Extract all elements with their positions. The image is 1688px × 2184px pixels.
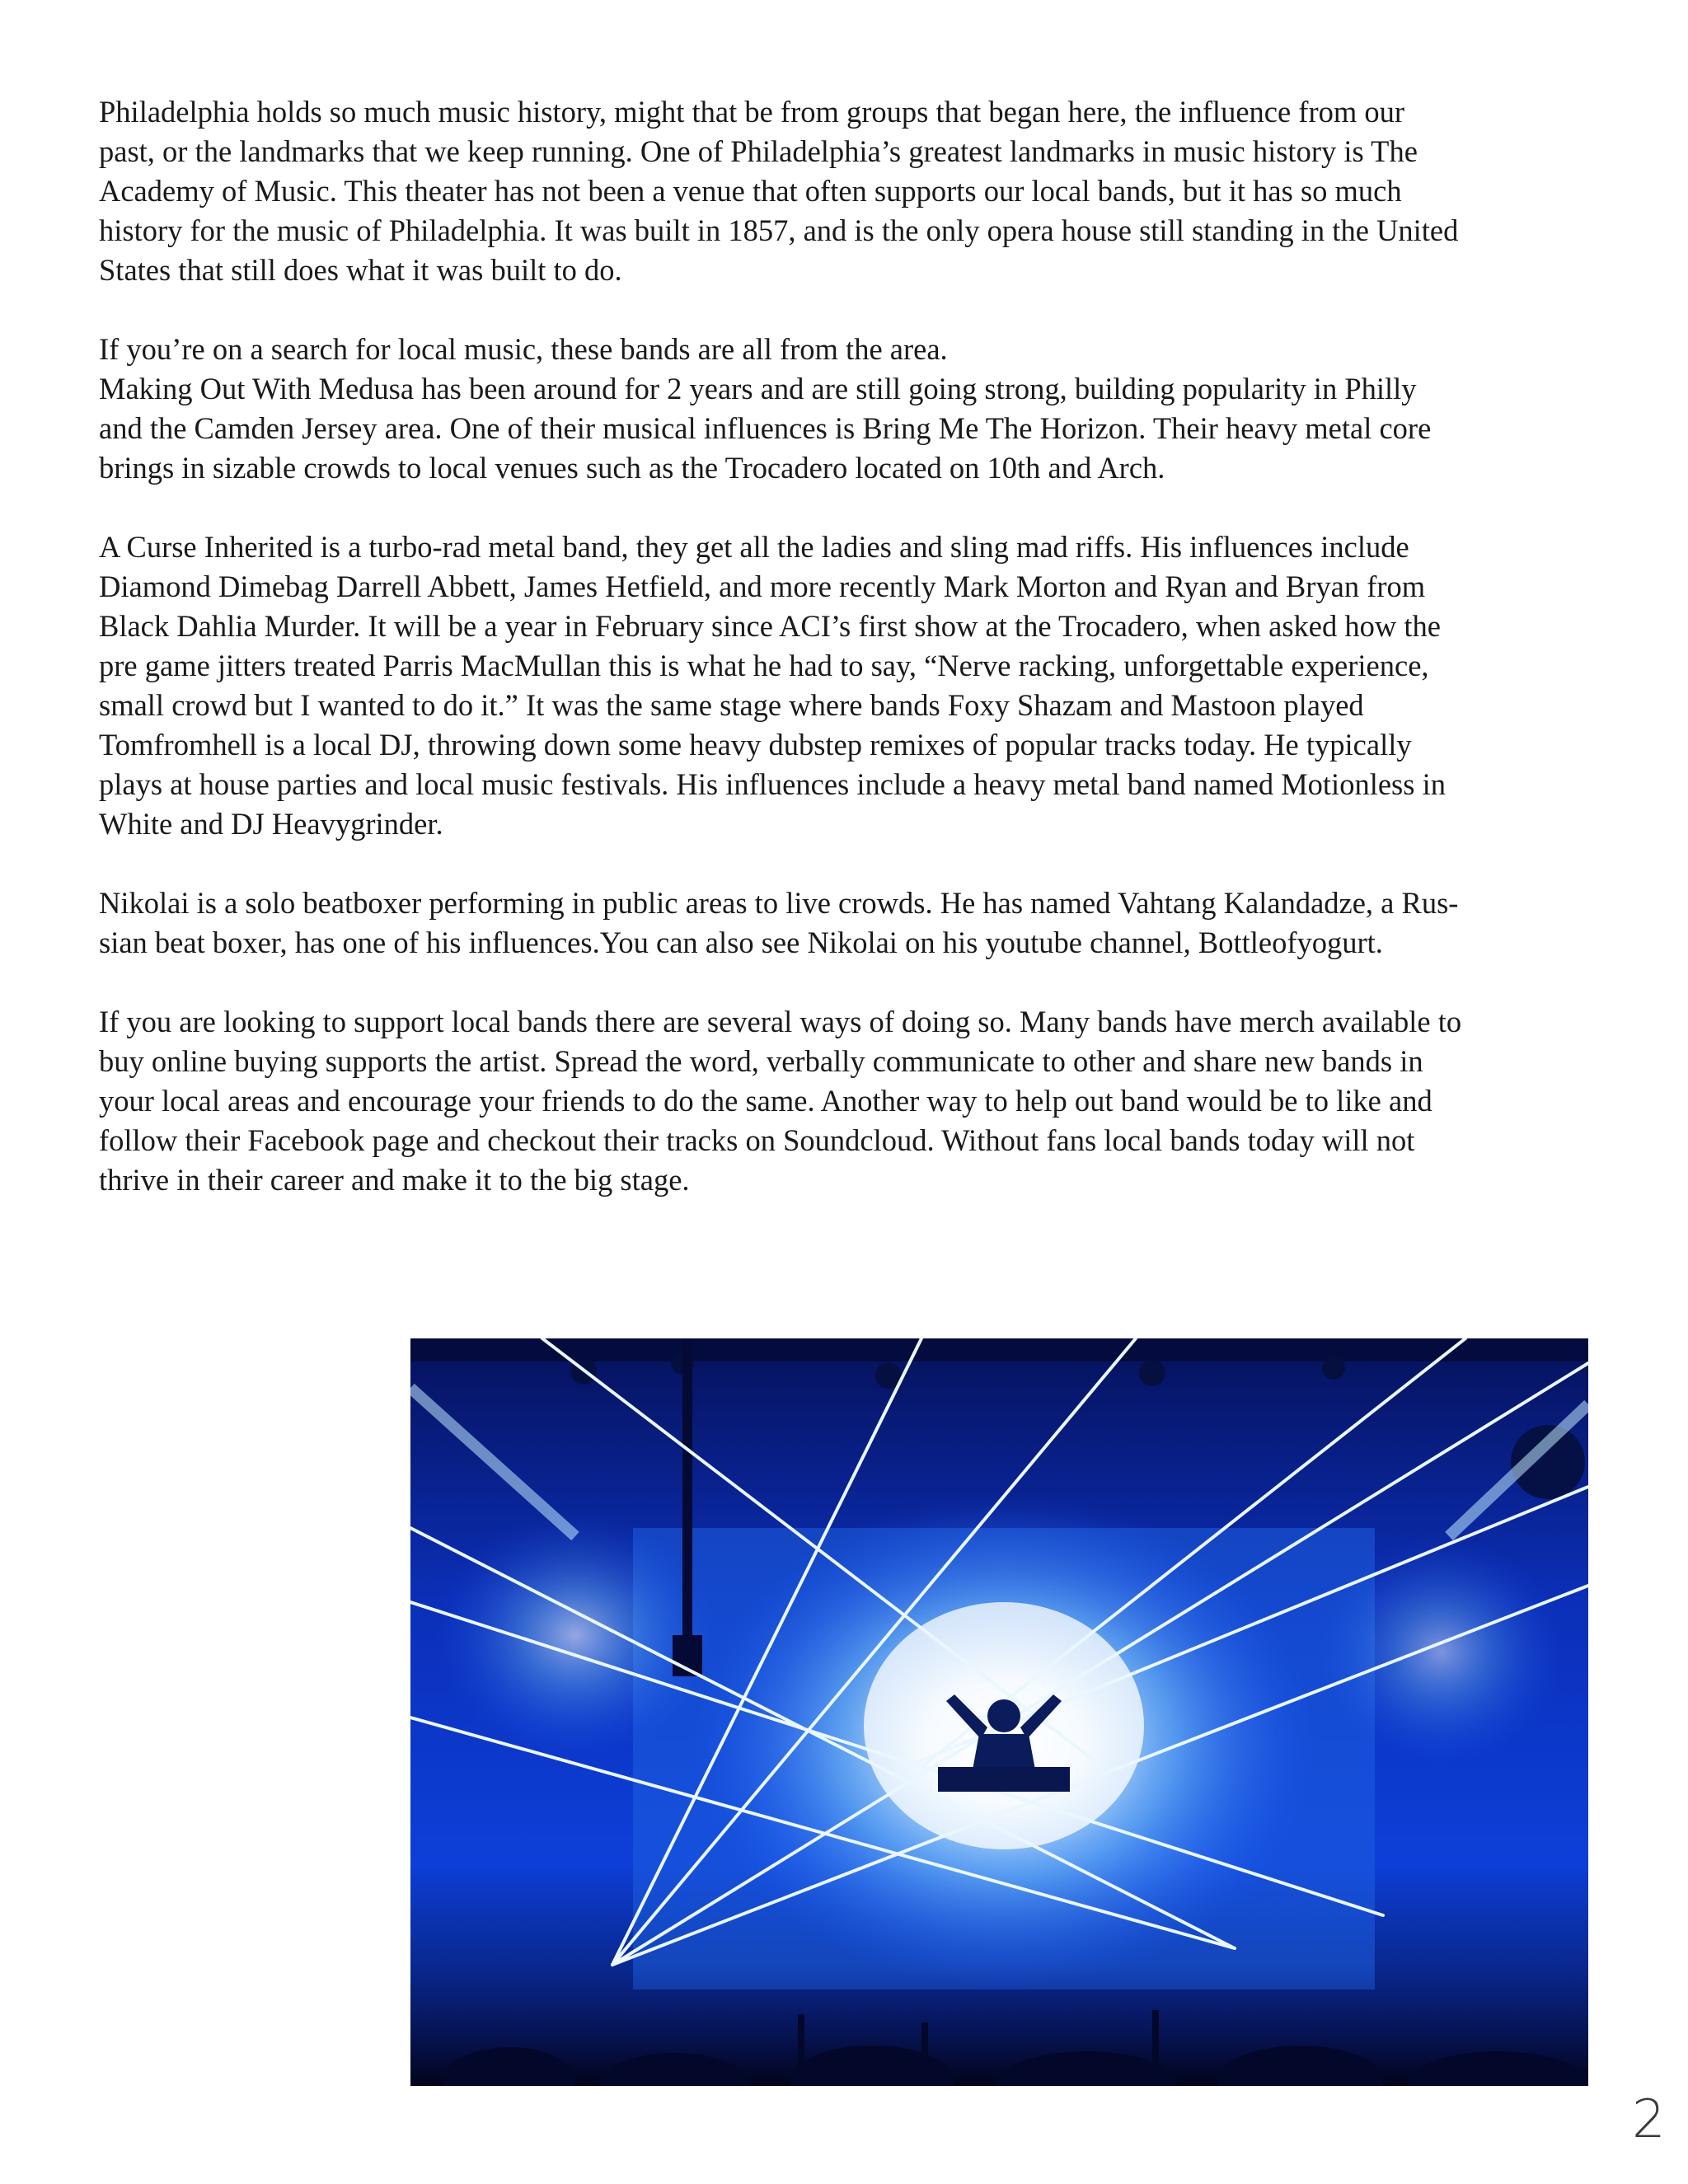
text-line: Academy of Music. This theater has not been a venue that often supports our local bands, but it has so much (99, 174, 1402, 208)
text-line: If you’re on a search for local music, these bands are all from the area. (99, 332, 948, 366)
text-line: history for the music of Philadelphia. It was built in 1857, and is the only opera house still standing in the United (99, 213, 1459, 247)
text-line: Philadelphia holds so much music history, might that be from groups that began here, the influence from our (99, 95, 1405, 129)
text-line: A Curse Inherited is a turbo-rad metal band, they get all the ladies and sling mad riffs. His influences include (99, 530, 1409, 564)
paragraph-gap (99, 488, 1599, 527)
text-line: small crowd but I wanted to do it.” It was the same stage where bands Foxy Shazam and Mastoon played (99, 688, 1364, 722)
text-line: follow their Facebook page and checkout their tracks on Soundcloud. Without fans local bands today will not (99, 1123, 1415, 1157)
page-number: 2 (1632, 2089, 1666, 2150)
paragraph (99, 330, 1599, 488)
text-line: plays at house parties and local music festivals. His influences include a heavy metal band named Motionless in (99, 767, 1446, 801)
paragraph (99, 883, 1599, 963)
text-line: your local areas and encourage your friends to do the same. Another way to help out band would be to like and (99, 1084, 1432, 1118)
paragraph (99, 527, 1599, 844)
text-line: thrive in their career and make it to the big stage. (99, 1163, 690, 1197)
paragraph (99, 1002, 1599, 1200)
text-line: States that still does what it was built to do. (99, 253, 622, 287)
text-line: White and DJ Heavygrinder. (99, 807, 443, 841)
text-line: Diamond Dimebag Darrell Abbett, James Hetfield, and more recently Mark Morton and Ryan and Bryan from (99, 569, 1426, 603)
concert-laser-illustration (410, 1338, 1588, 2086)
paragraph-gap (99, 844, 1599, 883)
text-line: If you are looking to support local bands there are several ways of doing so. Many bands have merch available to (99, 1005, 1462, 1038)
text-line: brings in sizable crowds to local venues such as the Trocadero located on 10th and Arch. (99, 451, 1165, 485)
text-line: sian beat boxer, has one of his influences.You can also see Nikolai on his youtube channel, Bottleofyogurt. (99, 926, 1383, 959)
text-line: past, or the landmarks that we keep running. One of Philadelphia’s greatest landmarks in music history is The (99, 134, 1418, 168)
text-line: pre game jitters treated Parris MacMullan this is what he had to say, “Nerve racking, unforgettable experience, (99, 649, 1429, 682)
text-line: buy online buying supports the artist. Spread the word, verbally communicate to other and share new bands in (99, 1044, 1423, 1078)
paragraph (99, 92, 1599, 290)
text-line: Tomfromhell is a local DJ, throwing down some heavy dubstep remixes of popular tracks today. He typically (99, 728, 1412, 762)
text-line: Black Dahlia Murder. It will be a year in February since ACI’s first show at the Trocadero, when asked how the (99, 609, 1441, 643)
text-line: and the Camden Jersey area. One of their musical influences is Bring Me The Horizon. Their heavy metal core (99, 411, 1432, 445)
text-line: Nikolai is a solo beatboxer performing in public areas to live crowds. He has named Vahtang Kalandadze, a Rus- (99, 886, 1459, 920)
article-body (99, 92, 1599, 1200)
concert-photo (410, 1338, 1588, 2086)
text-line: Making Out With Medusa has been around for 2 years and are still going strong, building popularity in Philly (99, 372, 1417, 405)
paragraph-gap (99, 963, 1599, 1002)
paragraph-gap (99, 290, 1599, 330)
